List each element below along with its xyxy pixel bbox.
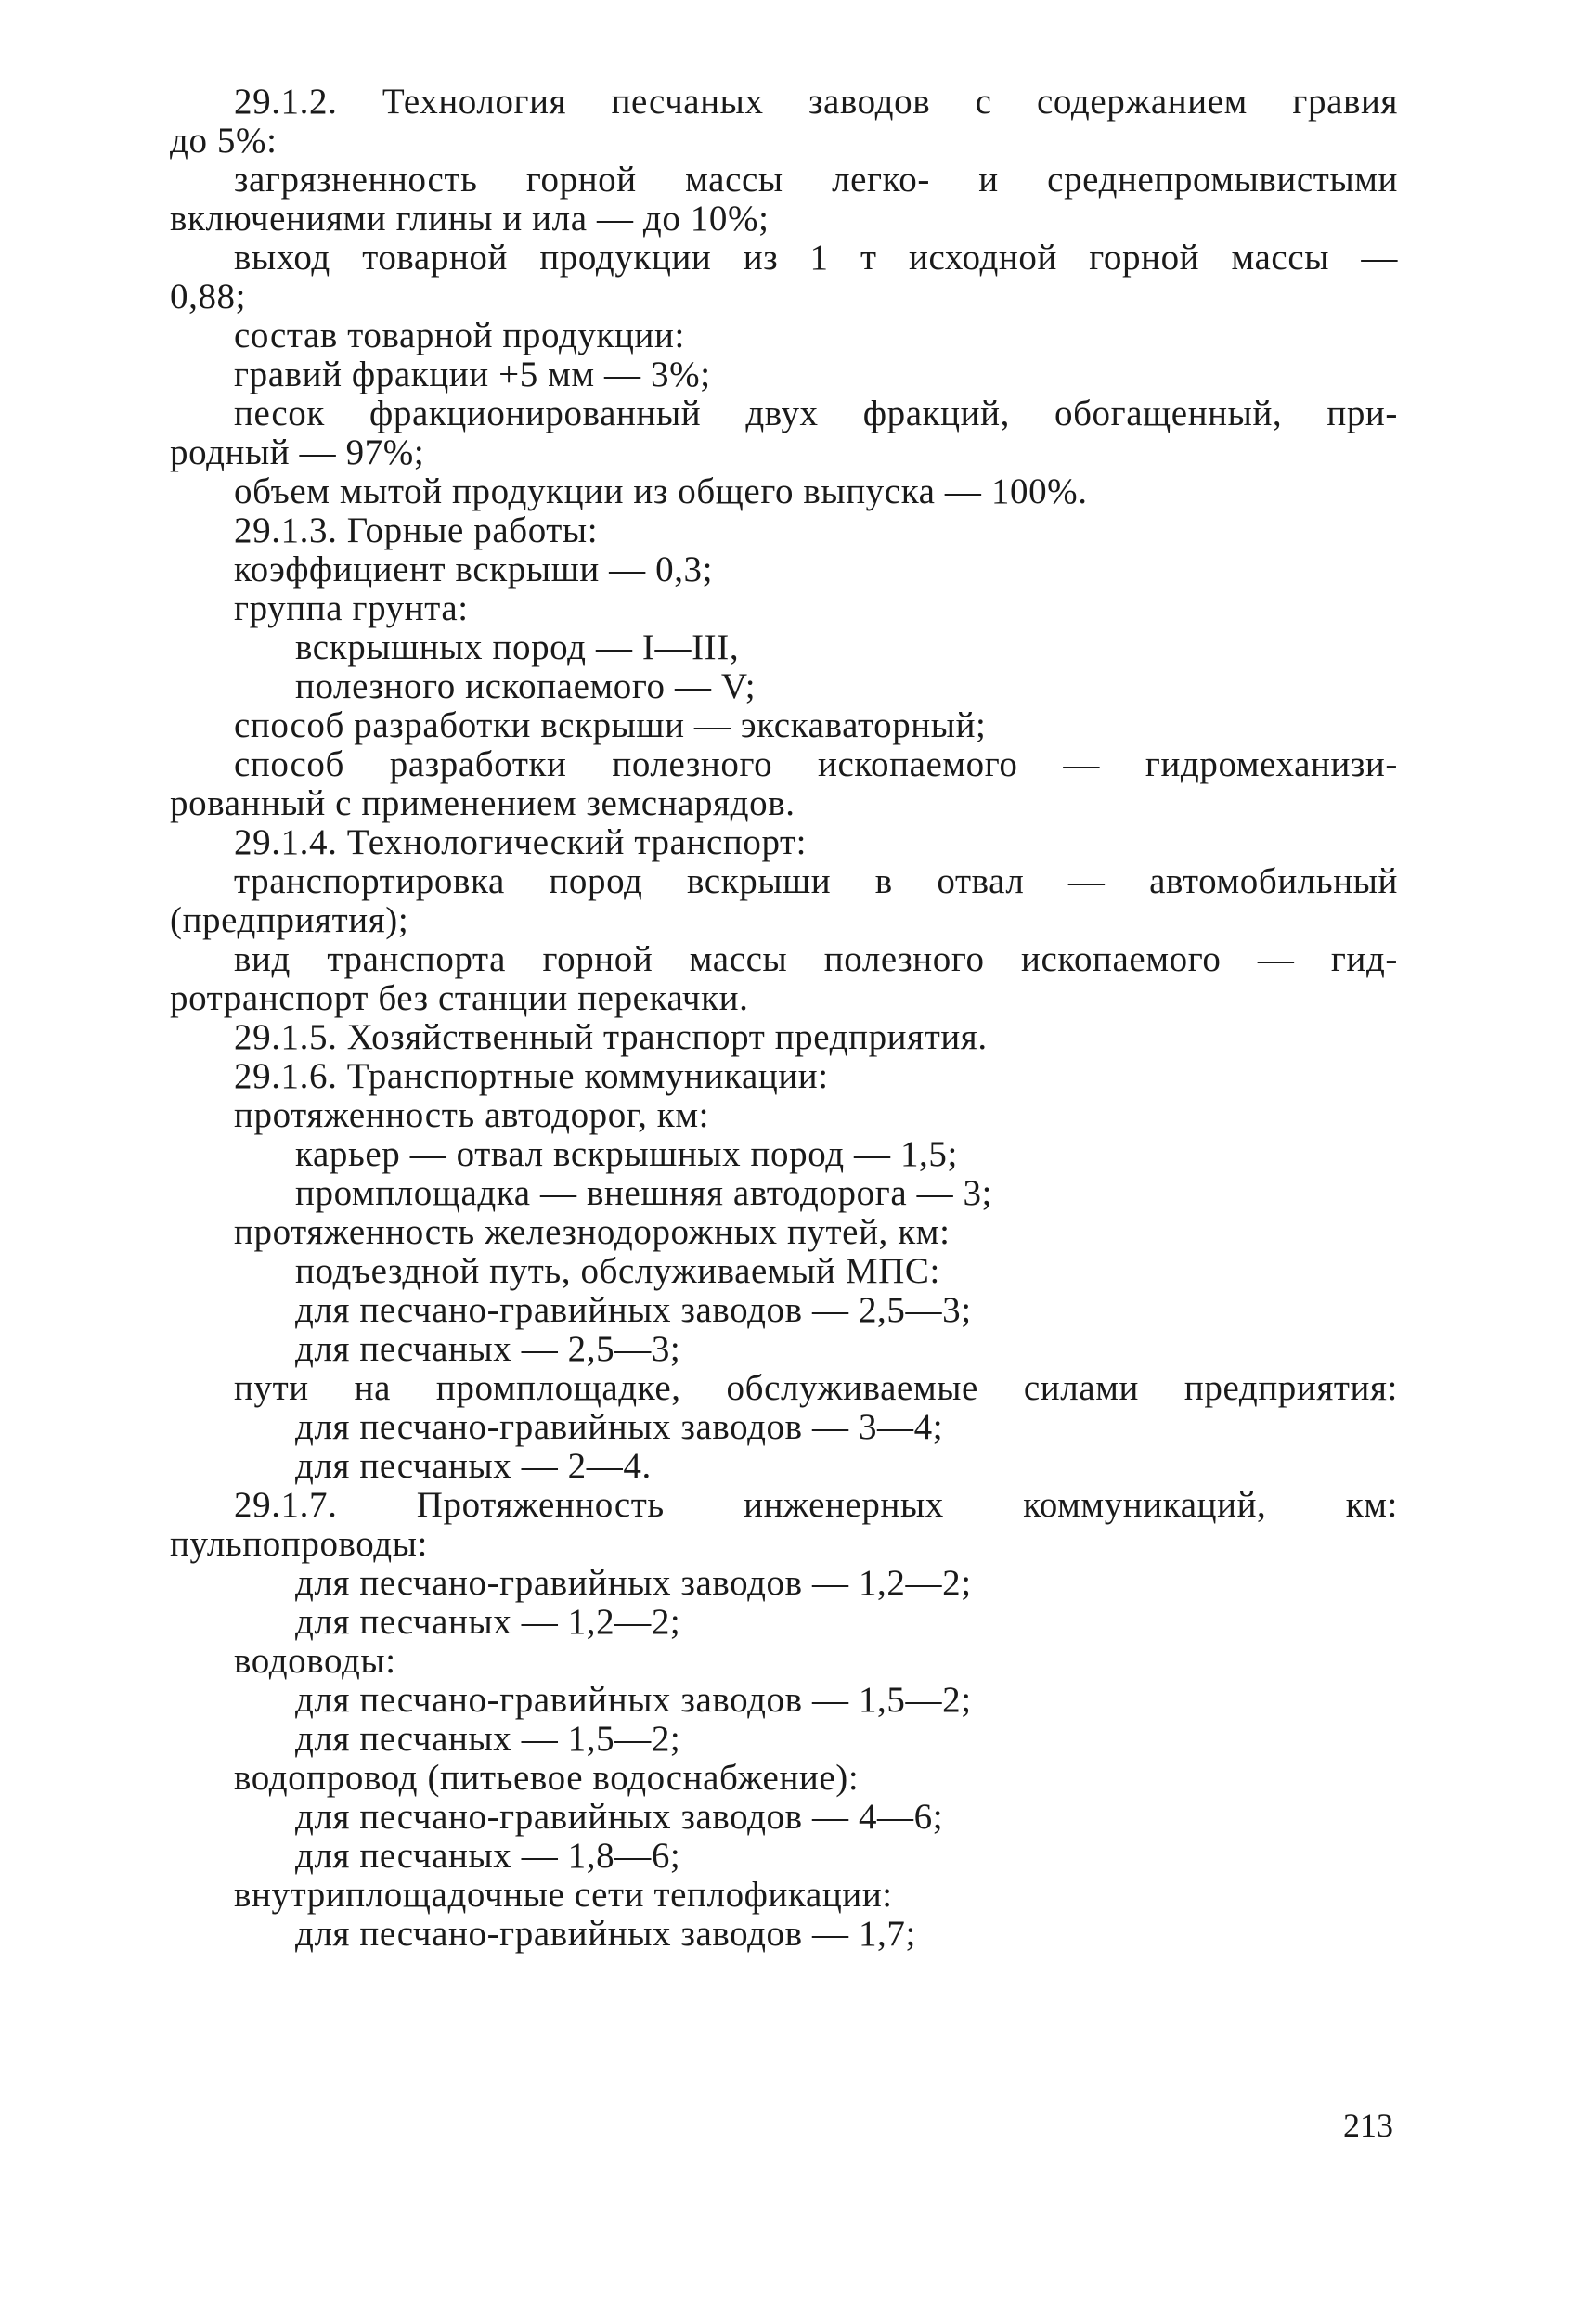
- text-line: песок фракционированный двух фракций, обогащенный, при-: [234, 394, 1398, 433]
- section-heading: 29.1.6. Транспортные коммуникации:: [234, 1056, 829, 1096]
- page-number: 213: [1343, 2107, 1393, 2144]
- text-line: для песчаных — 2—4.: [295, 1446, 652, 1486]
- text-line: для песчаных — 2,5—3;: [295, 1329, 681, 1369]
- text-line: (предприятия);: [170, 900, 409, 940]
- text-line: протяженность железнодорожных путей, км:: [234, 1212, 951, 1252]
- text-line: 0,88;: [170, 277, 247, 316]
- section-heading: 29.1.4. Технологический транспорт:: [234, 822, 808, 862]
- text-line: водопровод (питьевое водоснабжение):: [234, 1758, 860, 1798]
- text-line: промплощадка — внешняя автодорога — 3;: [295, 1173, 993, 1213]
- text-line: карьер — отвал вскрышных пород — 1,5;: [295, 1134, 958, 1174]
- section-heading: 29.1.5. Хозяйственный транспорт предприятия.: [234, 1017, 988, 1057]
- text-line: состав товарной продукции:: [234, 316, 685, 355]
- text-line: для песчано-гравийных заводов — 1,5—2;: [295, 1680, 972, 1720]
- text-line: объем мытой продукции из общего выпуска — 100%.: [234, 471, 1088, 511]
- text-line: гравий фракции +5 мм — 3%;: [234, 355, 711, 394]
- text-line: до 5%:: [170, 121, 278, 161]
- text-line: пульпопроводы:: [170, 1524, 428, 1564]
- text-line: полезного ископаемого — V;: [295, 666, 757, 706]
- text-line: вскрышных пород — I—III,: [295, 627, 740, 667]
- text-line: для песчано-гравийных заводов — 1,2—2;: [295, 1563, 972, 1603]
- text-line: группа грунта:: [234, 588, 469, 628]
- text-line: для песчаных — 1,8—6;: [295, 1836, 681, 1876]
- text-line: подъездной путь, обслуживаемый МПС:: [295, 1251, 940, 1291]
- text-line: способ разработки полезного ископаемого — гидромеханизи-: [234, 744, 1398, 784]
- section-heading: 29.1.3. Горные работы:: [234, 510, 599, 550]
- text-line: для песчаных — 1,2—2;: [295, 1602, 681, 1642]
- text-line: включениями глины и ила — до 10%;: [170, 199, 770, 239]
- text-line: рованный с применением земснарядов.: [170, 783, 795, 823]
- section-heading: 29.1.7. Протяженность инженерных коммуникаций, км:: [234, 1485, 1398, 1525]
- text-line: способ разработки вскрыши — экскаваторный;: [234, 705, 987, 745]
- text-line: внутриплощадочные сети теплофикации:: [234, 1875, 893, 1915]
- text-line: транспортировка пород вскрыши в отвал — автомобильный: [234, 861, 1398, 901]
- text-line: для песчано-гравийных заводов — 1,7;: [295, 1914, 916, 1954]
- text-line: коэффициент вскрыши — 0,3;: [234, 549, 714, 589]
- text-line: загрязненность горной массы легко- и среднепромывистыми: [234, 160, 1398, 200]
- text-line: для песчаных — 1,5—2;: [295, 1719, 681, 1759]
- text-line: протяженность автодорог, км:: [234, 1095, 710, 1135]
- text-line: родный — 97%;: [170, 433, 425, 472]
- text-line: для песчано-гравийных заводов — 4—6;: [295, 1797, 944, 1837]
- text-line: выход товарной продукции из 1 т исходной горной массы —: [234, 238, 1398, 278]
- text-line: для песчано-гравийных заводов — 3—4;: [295, 1407, 944, 1447]
- text-line: 29.1.2. Технология песчаных заводов с содержанием гравия: [234, 82, 1398, 122]
- text-line: ротранспорт без станции перекачки.: [170, 978, 749, 1018]
- text-line: водоводы:: [234, 1641, 396, 1681]
- text-line: вид транспорта горной массы полезного ископаемого — гид-: [234, 939, 1398, 979]
- text-line: для песчано-гравийных заводов — 2,5—3;: [295, 1290, 972, 1330]
- text-line: пути на промплощадке, обслуживаемые силами предприятия:: [234, 1368, 1398, 1408]
